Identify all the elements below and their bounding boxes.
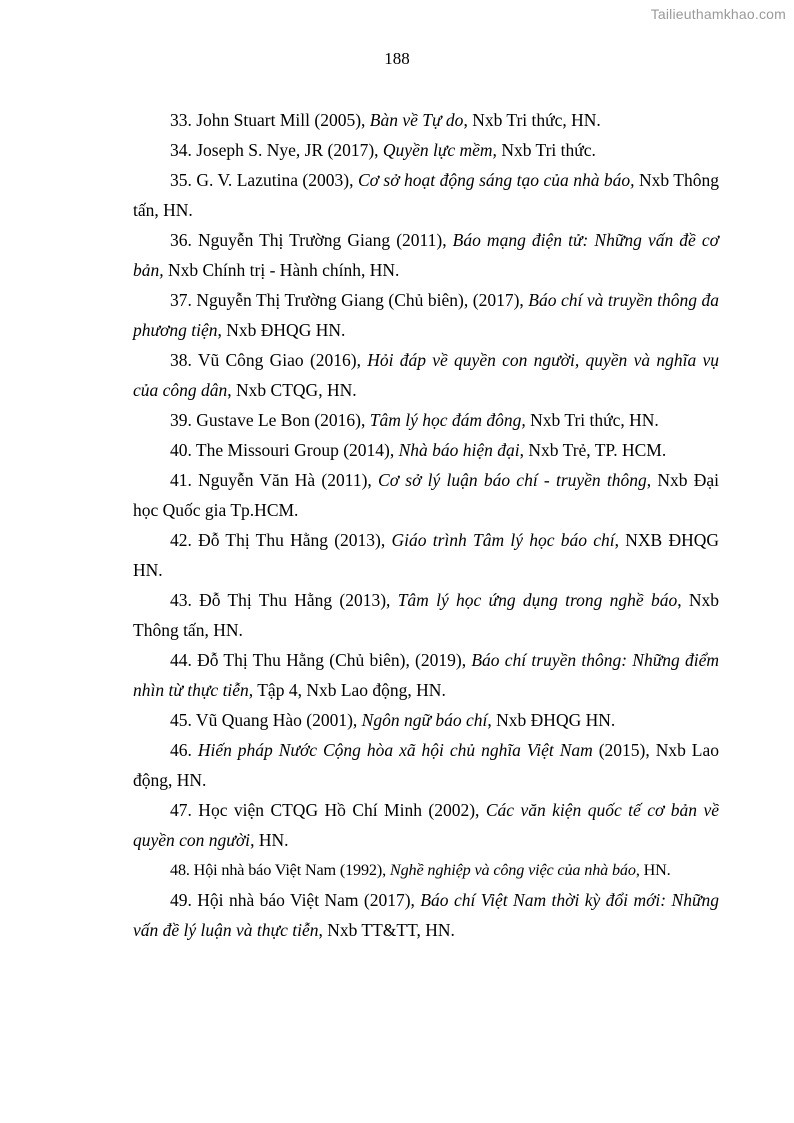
reference-item bbox=[133, 435, 719, 465]
reference-item bbox=[133, 405, 719, 435]
reference-item bbox=[133, 105, 719, 135]
reference-citation: 43. Đỗ Thị Thu Hằng (2013), bbox=[170, 590, 398, 610]
reference-item bbox=[133, 885, 719, 945]
reference-citation: 34. Joseph S. Nye, JR (2017), bbox=[170, 140, 383, 160]
reference-publisher: , HN. bbox=[250, 830, 289, 850]
reference-publisher: , Nxb CTQG, HN. bbox=[227, 380, 357, 400]
reference-list bbox=[133, 105, 719, 945]
reference-citation: 37. Nguyễn Thị Trường Giang (Chủ biên), (2017), bbox=[170, 290, 529, 310]
reference-title: Nghề nghiệp và công việc của nhà báo bbox=[389, 861, 636, 879]
reference-citation: 45. Vũ Quang Hào (2001), bbox=[170, 710, 362, 730]
reference-item bbox=[133, 585, 719, 645]
reference-item bbox=[133, 165, 719, 225]
reference-title: Báo chí Việt Nam thời kỳ đổi mới: Những vấn đề lý luận và thực tiễn bbox=[133, 890, 719, 940]
watermark-text: Tailieuthamkhao.com bbox=[650, 6, 786, 22]
reference-citation: 33. John Stuart Mill (2005), bbox=[170, 110, 370, 130]
reference-item bbox=[133, 345, 719, 405]
reference-citation: 40. The Missouri Group (2014), bbox=[170, 440, 399, 460]
reference-title: Hỏi đáp về quyền con người, quyền và nghĩa vụ của công dân bbox=[133, 350, 719, 400]
reference-citation: 35. G. V. Lazutina (2003), bbox=[170, 170, 358, 190]
reference-item bbox=[133, 225, 719, 285]
reference-item bbox=[133, 285, 719, 345]
reference-item bbox=[133, 645, 719, 705]
reference-item bbox=[133, 855, 719, 885]
reference-title: Báo chí truyền thông: Những điểm nhìn từ thực tiễn, bbox=[133, 650, 720, 700]
reference-title: Hiến pháp Nước Cộng hòa xã hội chủ nghĩa Việt Nam bbox=[197, 740, 593, 760]
reference-title: Ngôn ngữ báo chí bbox=[361, 710, 488, 730]
reference-publisher: , Nxb Tri thức, HN. bbox=[463, 110, 601, 130]
reference-item bbox=[133, 735, 719, 795]
reference-publisher: Nxb Tri thức, HN. bbox=[525, 410, 659, 430]
page-number: 188 bbox=[384, 49, 410, 68]
reference-publisher: (2015), Nxb Lao động, HN. bbox=[133, 740, 719, 790]
reference-title: Giáo trình Tâm lý học báo chí bbox=[391, 530, 615, 550]
reference-item bbox=[133, 135, 719, 165]
reference-citation: 46. bbox=[170, 740, 198, 760]
reference-publisher: , Nxb Thông tấn, HN. bbox=[133, 590, 720, 640]
reference-citation: 47. Học viện CTQG Hồ Chí Minh (2002), bbox=[170, 800, 486, 820]
reference-publisher: , NXB ĐHQG HN. bbox=[133, 530, 720, 580]
reference-publisher: , Nxb TT&TT, HN. bbox=[318, 920, 455, 940]
reference-item bbox=[133, 795, 719, 855]
reference-publisher: , HN. bbox=[635, 861, 671, 879]
reference-citation: 38. Vũ Công Giao (2016), bbox=[170, 350, 368, 370]
reference-title: Cơ sở hoạt động sáng tạo của nhà báo, bbox=[357, 170, 635, 190]
reference-publisher: , Nxb Trẻ, TP. HCM. bbox=[519, 440, 667, 460]
reference-publisher: Nxb Chính trị - Hành chính, HN. bbox=[163, 260, 400, 280]
reference-publisher: , Nxb ĐHQG HN. bbox=[487, 710, 616, 730]
reference-citation: 42. Đỗ Thị Thu Hằng (2013), bbox=[170, 530, 392, 550]
reference-title: Các văn kiện quốc tế cơ bản về quyền con người bbox=[133, 800, 719, 850]
reference-citation: 36. Nguyễn Thị Trường Giang (2011), bbox=[170, 230, 453, 250]
reference-title: Bàn về Tự do bbox=[369, 110, 464, 130]
reference-title: Quyền lực mềm, bbox=[382, 140, 497, 160]
reference-item bbox=[133, 465, 719, 525]
reference-citation: 44. Đỗ Thị Thu Hằng (Chủ biên), (2019), bbox=[170, 650, 472, 670]
reference-publisher: Tập 4, Nxb Lao động, HN. bbox=[253, 680, 446, 700]
reference-citation: 48. Hội nhà báo Việt Nam (1992), bbox=[170, 861, 390, 879]
reference-title: Tâm lý học ứng dụng trong nghề báo bbox=[397, 590, 678, 610]
reference-publisher: Nxb Tri thức. bbox=[496, 140, 596, 160]
reference-citation: 49. Hội nhà báo Việt Nam (2017), bbox=[170, 890, 421, 910]
reference-title: Báo mạng điện tử: Những vấn đề cơ bản, bbox=[133, 230, 719, 280]
reference-citation: 41. Nguyễn Văn Hà (2011), bbox=[170, 470, 379, 490]
reference-citation: 39. Gustave Le Bon (2016), bbox=[170, 410, 370, 430]
reference-title: Cơ sở lý luận báo chí - truyền thông bbox=[378, 470, 647, 490]
reference-title: Nhà báo hiện đại bbox=[398, 440, 520, 460]
reference-publisher: Nxb Thông tấn, HN. bbox=[133, 170, 720, 220]
reference-item bbox=[133, 525, 719, 585]
reference-title: Báo chí và truyền thông đa phương tiện bbox=[133, 290, 719, 340]
reference-title: Tâm lý học đám đông, bbox=[369, 410, 526, 430]
reference-publisher: , Nxb ĐHQG HN. bbox=[217, 320, 346, 340]
reference-item bbox=[133, 705, 719, 735]
reference-publisher: , Nxb Đại học Quốc gia Tp.HCM. bbox=[133, 470, 719, 520]
